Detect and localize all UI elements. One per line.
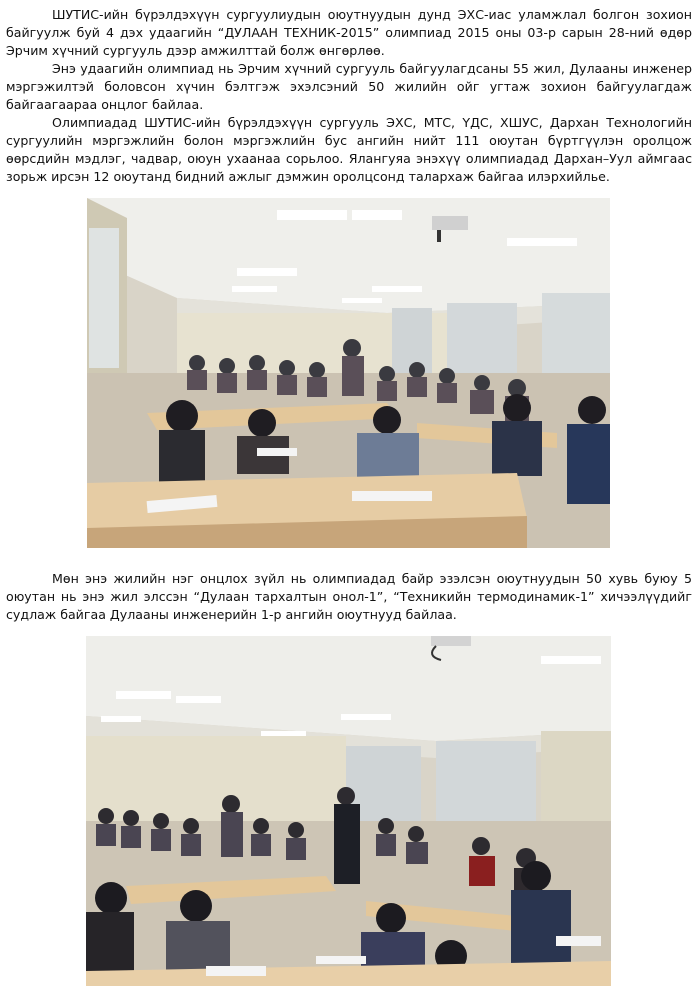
paragraph-2: Энэ удаагийн олимпиад нь Эрчим хүчний сургууль байгуулагдсаны 55 жил, Дулааны инженер мэргэжилтэй боловсон хүчин бэлтгэж эхэлсэний 50 жилийн ойг угтаж зохион байгуулагдаж байгаагаараа онцлог байлаа. bbox=[6, 61, 692, 112]
paragraph-4: Мөн энэ жилийн нэг онцлох зүйл нь олимпиадад байр эзэлсэн оюутнуудын 50 хувь буюу 5 оюутан нь энэ жил элссэн “Дулаан тархалтын онол-1”, “Техникийн термодинамик-1” хичээлүүдийг судлаж байгаа Дулааны инженерийн 1-р ангийн оюутнууд байлаа. bbox=[6, 571, 692, 622]
olympiad-classroom-photo-2 bbox=[86, 636, 611, 986]
paragraph-3: Олимпиадад ШУТИС-ийн бүрэлдэхүүн сургууль ЭХС, МТС, ҮДС, ХШУС, Дархан Технологийн сургуулийн мэргэжлийн болон мэргэжлийн бус ангийн нийт 111 оюутан бүртгүүлэн оролцож өөрсдийн мэдлэг, чадвар, оюун ухаанаа сорьлоо. Ялангуяа энэхүү олимпиадад Дархан–Уул аймгаас зорьж ирсэн 12 оюутанд бидний ажлыг дэмжин оролцсонд талархаж байгаа илэрхийлье. bbox=[6, 115, 692, 184]
olympiad-classroom-photo-1 bbox=[87, 198, 610, 548]
article-highlight bbox=[6, 570, 692, 624]
article-intro bbox=[6, 6, 692, 186]
paragraph-1: ШУТИС-ийн бүрэлдэхүүн сургуулиудын оюутнуудын дунд ЭХС-иас уламжлал болгон зохион байгуулж буй 4 дэх удаагийн “ДУЛААН ТЕХНИК-2015” олимпиад 2015 оны 03-р сарын 28-ний өдөр Эрчим хүчний сургууль дээр амжилттай болж өнгөрлөө. bbox=[6, 7, 692, 58]
